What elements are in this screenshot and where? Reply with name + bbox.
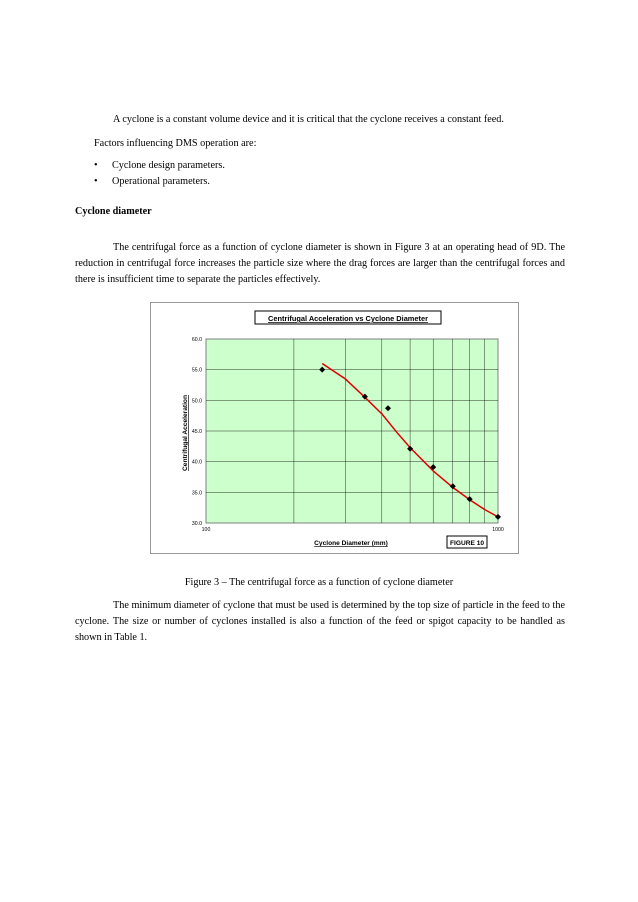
plot-area — [192, 337, 504, 533]
chart-title: Centrifugal Acceleration vs Cyclone Diameter — [268, 314, 428, 323]
y-tick-label: 55.0 — [191, 367, 202, 374]
section-paragraph: The centrifugal force as a function of cyclone diameter is shown in Figure 3 at an operating head of 9D. The reduction in centrifugal force increases the particle size where the drag forces are larger than the centrifugal forces and there is insufficient time to separate the particles effectively. — [75, 242, 565, 285]
figure-label: FIGURE 10 — [449, 540, 485, 547]
y-tick-label: 40.0 — [191, 459, 202, 466]
x-tick-label: 100 — [201, 527, 211, 533]
y-tick-label: 45.0 — [191, 429, 202, 435]
figure-caption: Figure 3 – The centrifugal force as a function of cyclone diameter — [184, 577, 454, 588]
chart — [151, 303, 518, 553]
section-heading: Cyclone diameter — [75, 206, 152, 217]
y-axis-label: Centrifugal Acceleration — [182, 395, 189, 471]
y-tick-label: 50.0 — [191, 398, 202, 405]
y-tick-label: 30.0 — [191, 521, 202, 527]
intro-paragraph-1: A cyclone is a constant volume device and it is critical that the cyclone receives a constant feed. — [113, 114, 504, 125]
outro-paragraph: The minimum diameter of cyclone that must be used is determined by the top size of particle in the feed to the cyclone. The size or number of cyclones installed is also a function of the feed or spigot capacity to be handled as shown in Table 1. — [75, 600, 565, 643]
bullet-text: Cyclone design parameters. — [112, 160, 225, 171]
chart-figure — [150, 302, 519, 554]
x-axis-label: Cyclone Diameter (mm) — [314, 540, 388, 547]
intro-paragraph-2: Factors influencing DMS operation are: — [94, 138, 257, 149]
bullet-dot-icon: • — [94, 176, 98, 187]
bullet-dot-icon: • — [94, 160, 98, 171]
bullet-text: Operational parameters. — [112, 176, 210, 187]
y-tick-label: 60.0 — [191, 337, 202, 343]
y-tick-label: 35.0 — [191, 490, 202, 497]
x-tick-label: 1000 — [492, 527, 504, 533]
